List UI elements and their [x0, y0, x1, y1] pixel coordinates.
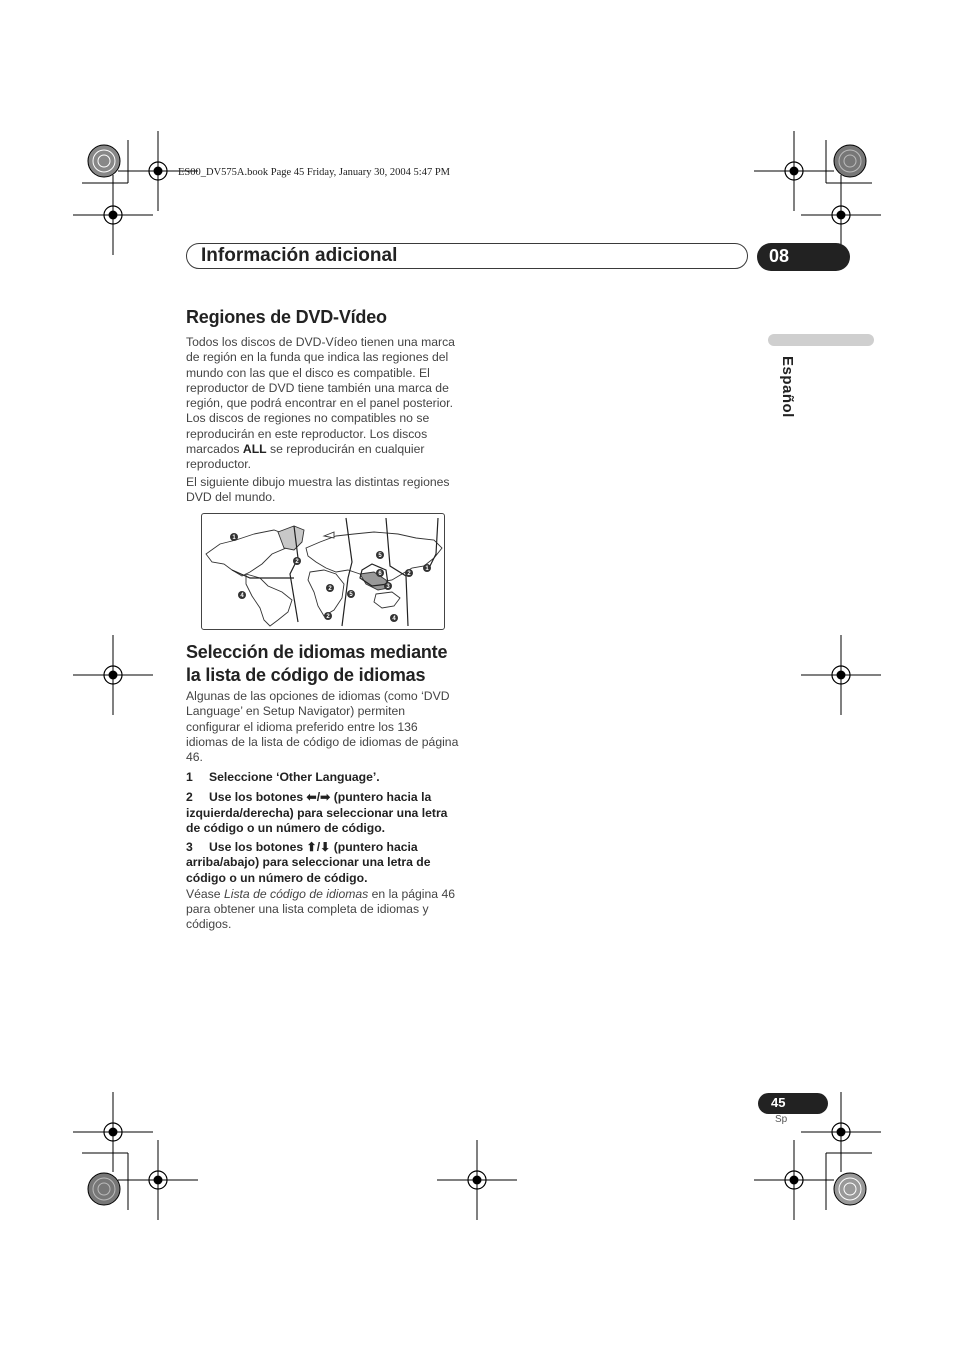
region-label: 1	[425, 566, 429, 573]
region-label: 6	[378, 571, 382, 578]
region-label: 5	[349, 592, 353, 599]
color-rosette-mark	[832, 143, 868, 179]
file-stamp: ES00_DV575A.book Page 45 Friday, January 30, 2004 5:47 PM	[178, 167, 451, 178]
step-item: 1 Seleccione ‘Other Language’.	[186, 770, 380, 785]
section-title: Información adicional	[201, 245, 398, 266]
region-label: 5	[378, 553, 382, 560]
all-mark: ALL	[242, 442, 267, 457]
page-number: 45	[771, 1095, 786, 1110]
chapter-number: 08	[769, 246, 790, 266]
region-label: 4	[240, 593, 244, 600]
region-label: 2	[326, 614, 330, 621]
color-rosette-mark	[86, 1171, 122, 1207]
page-language-suffix: Sp	[775, 1114, 788, 1125]
chapter-badge	[757, 243, 850, 271]
step-item: 3 Use los botones ⬆/⬇ (puntero hacia arriba/abajo) para seleccionar una letra de código o un número de código.	[186, 839, 431, 886]
section-language-code	[186, 641, 462, 933]
paragraph: Véase Lista de código de idiomas en la página 46 para obtener una lista completa de idiomas y códigos.	[186, 886, 456, 932]
section-heading: Regiones de DVD-Vídeo	[186, 307, 387, 327]
color-rosette-mark	[832, 1171, 868, 1207]
section-dvd-regions	[186, 306, 462, 505]
step-item: 2 Use los botones ⬅/➡ (puntero hacia la izquierda/derecha) para seleccionar una letra de código o un número de código.	[186, 790, 448, 836]
language-tab-label: Español	[779, 356, 796, 418]
dvd-region-map	[201, 513, 445, 630]
world-map-illustration	[202, 514, 445, 630]
paragraph: El siguiente dibujo muestra las distintas regiones DVD del mundo.	[186, 474, 450, 504]
color-rosette-mark	[86, 143, 122, 179]
section-header	[186, 243, 748, 269]
section-heading: Selección de idiomas mediante la lista de código de idiomas	[186, 642, 448, 685]
paragraph: Algunas de las opciones de idiomas (como ‘DVD Language’ en Setup Navigator) permiten configurar el idioma preferido entre los 136 idiomas de la lista de código de idiomas de página 46.	[186, 689, 459, 765]
region-label: 4	[392, 616, 396, 623]
region-label: 3	[386, 584, 390, 591]
region-label: 2	[407, 571, 411, 578]
region-label: 2	[328, 586, 332, 593]
left-right-arrow-icons: ⬅/➡	[306, 790, 331, 805]
language-tab-bar	[768, 334, 874, 346]
region-label: 2	[295, 559, 299, 566]
cross-reference: Lista de código de idiomas	[223, 886, 369, 901]
page-number-badge	[758, 1093, 828, 1114]
region-label: 1	[232, 535, 236, 542]
paragraph: Todos los discos de DVD-Vídeo tienen una marca de región en la funda que indica las regiones del mundo con las que el disco es compatible. El reproductor de DVD tiene también una marca de región, que podrá encontrar en el panel posterior. Los discos de regiones no compatibles no se reproducirán en este reproductor. Los discos marcados ALL se reproducirán en cualquier reproductor.	[186, 335, 455, 472]
up-down-arrow-icons: ⬆/⬇	[306, 839, 331, 854]
